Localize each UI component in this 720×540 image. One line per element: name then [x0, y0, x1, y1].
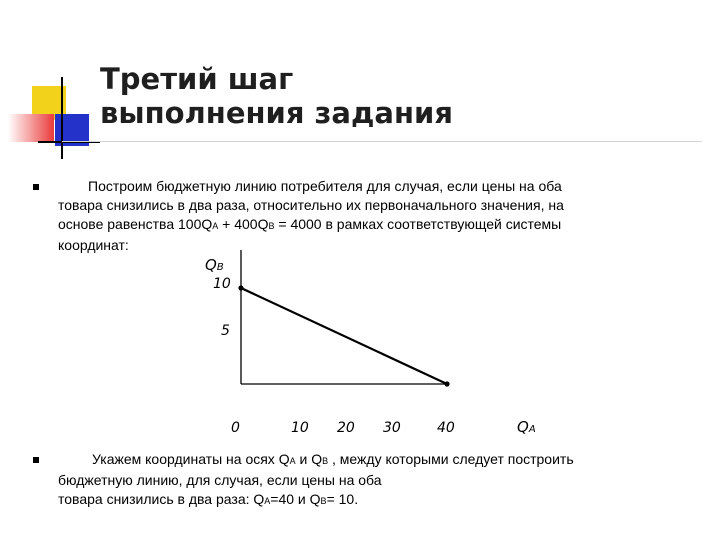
- paragraph-2-line3-part3: = 10.: [326, 491, 359, 507]
- paragraph-2-line3-sub-a: A: [264, 496, 271, 506]
- x-tick-40: 40: [437, 420, 455, 436]
- x-tick-0: 0: [231, 420, 240, 436]
- budget-line-point-x-intercept: [444, 381, 449, 386]
- paragraph-1-line1: Построим бюджетную линию потребителя для случая, если цены на оба: [88, 178, 562, 194]
- paragraph-2-line3-part1: товара снизились в два раза: Q: [58, 491, 265, 507]
- budget-line: [241, 288, 447, 384]
- paragraph-2-line3-sub-b: B: [320, 496, 327, 506]
- equation-subscript-a: A: [212, 221, 219, 231]
- paragraph-2-line1: [58, 450, 574, 471]
- equation-part-2: + 400Q: [218, 216, 269, 232]
- paragraph-2-line2: бюджетную линию, для случая, если цены на оба: [58, 472, 382, 488]
- x-tick-30: 30: [383, 420, 401, 436]
- bullet-marker-2: [33, 457, 39, 463]
- paragraph-2-line3: [58, 490, 574, 511]
- paragraph-2-line1-part1: Укажем координаты на осях Q: [92, 451, 290, 467]
- paragraph-2: [58, 450, 574, 511]
- x-axis-label: [517, 418, 536, 436]
- paragraph-2-sub-a: A: [289, 456, 296, 466]
- x-axis-label-sub: A: [528, 424, 536, 435]
- slide-title-line1: Третий шаг: [100, 62, 294, 96]
- paragraph-2-line1-part2: и Q: [295, 451, 323, 467]
- equation-part-3: = 4000 в рамках соответствующей системы: [274, 216, 562, 232]
- paragraph-1-line4: координат:: [58, 237, 129, 253]
- budget-line-point-y-intercept: [238, 285, 243, 290]
- y-axis-label-sub: B: [216, 262, 224, 273]
- paragraph-2-line3-part2: =40 и Q: [270, 491, 321, 507]
- equation-subscript-b: B: [268, 221, 275, 231]
- paragraph-1-line2: товара снизились в два раза, относительно их первоначального значения, на: [58, 197, 564, 213]
- y-tick-5: 5: [221, 323, 230, 339]
- x-tick-10: 10: [291, 420, 309, 436]
- y-tick-10: 10: [213, 276, 231, 292]
- x-tick-20: 20: [337, 420, 355, 436]
- paragraph-2-sub-b: B: [322, 456, 329, 466]
- y-axis-label: [205, 256, 224, 274]
- paragraph-2-line1-part3: , между которыми следует построить: [328, 451, 574, 467]
- slide-title-line2: выполнения задания: [100, 96, 453, 130]
- x-axis-label-q: Q: [517, 418, 529, 436]
- y-axis-label-q: Q: [205, 256, 217, 274]
- equation-part-1: основе равенства 100Q: [58, 216, 213, 232]
